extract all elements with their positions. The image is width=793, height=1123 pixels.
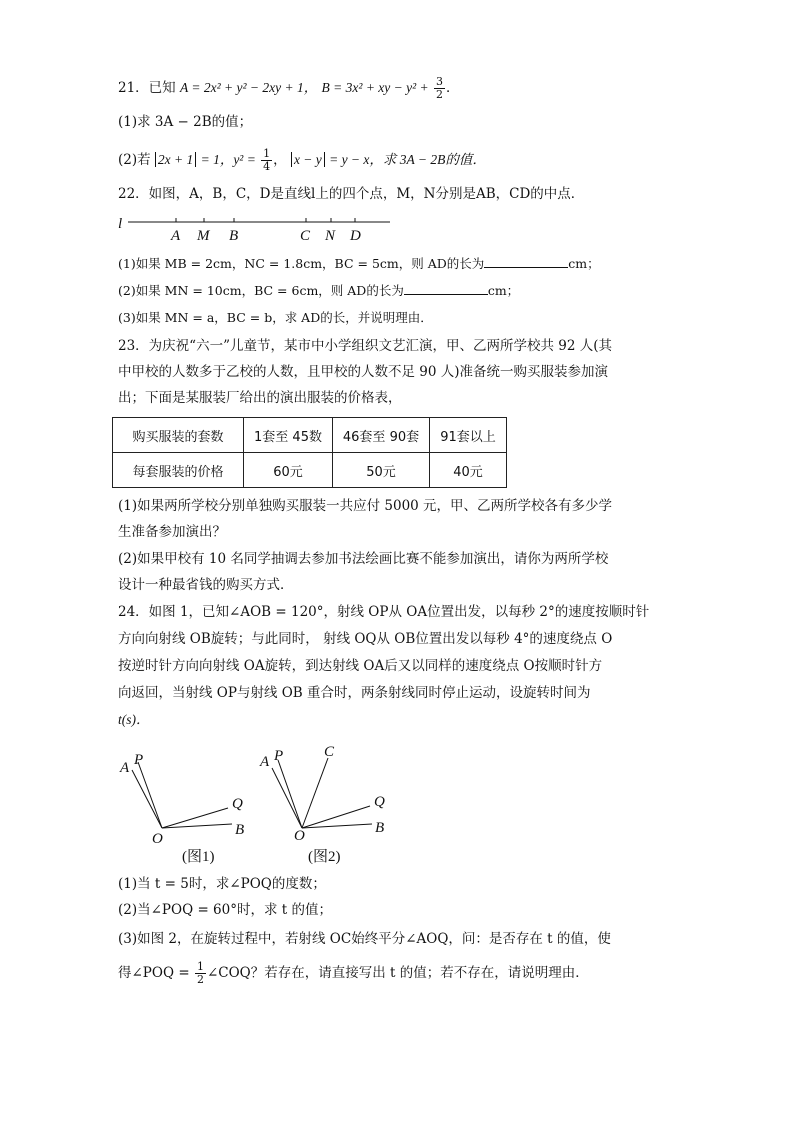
q24-figure1	[118, 740, 268, 868]
q23-part2-line2: 设计一种最省钱的购买方式．	[118, 577, 294, 593]
q21-abs1: 2x + 1	[155, 152, 196, 167]
q24-fraction: $\frac{1}{2}$	[196, 960, 204, 986]
q22-part1: (1)如果 MB = 2cm，NC = 1.8cm，BC = 5cm，则 AD的长为 cm；	[118, 256, 600, 271]
q24-line4: 向返回，当射线 OP与射线 OB 重合时，两条射线同时停止运动，设旋转时间为	[118, 685, 591, 701]
q21-line1: 21．已知 A = 2x² + y² − 2xy + 1， B = 3x² + xy − y² + $\frac{3}{2}$ ．	[118, 75, 460, 101]
fig2-label-O: O	[294, 828, 305, 844]
q22-point-M: M	[197, 228, 210, 244]
q24-part1: (1)当 t = 5时，求∠POQ的度数；	[118, 876, 326, 892]
q22-point-D: D	[350, 228, 361, 244]
q23-part2-line1: (2)如果甲校有 10 名同学抽调去参加书法绘画比赛不能参加演出，请你为两所学校	[118, 551, 609, 567]
table-cell: 每套服装的价格	[113, 453, 244, 488]
fig2-label-Q: Q	[374, 794, 385, 810]
q22-p1-blank	[484, 255, 568, 268]
q22-part3: (3)如果 MN = a，BC = b，求 AD的长，并说明理由．	[118, 310, 433, 325]
table-cell: 购买服装的套数	[113, 418, 244, 453]
table-cell: 60元	[244, 453, 333, 488]
table-cell: 46套至 90套	[333, 418, 430, 453]
q21-title: 21．已知	[118, 80, 176, 96]
q24-part3-line2: 得∠POQ = $\frac{1}{2}$ ∠COQ？若存在，请直接写出 t 的值；若不存在，请说明理由．	[118, 960, 589, 986]
q23-part1-line1: (1)如果两所学校分别单独购买服装一共应付 5000 元，甲、乙两所学校各有多少学	[118, 498, 613, 514]
q21-fraction: $\frac{3}{2}$	[435, 75, 443, 101]
fig2-label-P: P	[274, 748, 284, 764]
q22-point-A: A	[171, 228, 181, 244]
table-row	[113, 453, 507, 488]
fig2-label-C: C	[324, 744, 335, 760]
table-row	[113, 418, 507, 453]
table-cell: 91套以上	[430, 418, 507, 453]
q21-p2-fraction: $\frac{1}{4}$	[263, 147, 271, 173]
q24-line1: 24．如图 1，已知∠AOB = 120°，射线 OP从 OA位置出发，以每秒 2°的速度按顺时针	[118, 604, 650, 620]
price-table	[112, 417, 507, 488]
q23-line1: 23．为庆祝“六一”儿童节，某市中小学组织文艺汇演，甲、乙两所学校共 92 人(其	[118, 338, 613, 354]
q22-p2-blank	[404, 282, 488, 295]
q23-line2: 中甲校的人数多于乙校的人数，且甲校的人数不足 90 人)准备统一购买服装参加演	[118, 364, 609, 380]
q21-part1: (1)求 3A − 2B的值；	[118, 114, 253, 130]
q21-A-expr: A = 2x² + y² − 2xy + 1，	[179, 80, 318, 95]
fig1-label-A: A	[120, 760, 130, 776]
fig1-label-O: O	[152, 831, 163, 847]
fig1-caption: (图1)	[182, 849, 215, 865]
q22-title: 22．如图，A，B，C，D是直线l上的四个点，M，N分别是AB，CD的中点．	[118, 186, 585, 202]
q22-line-figure	[118, 208, 398, 244]
q24-line2: 方向向射线 OB旋转；与此同时， 射线 OQ从 OB位置出发以每秒 4°的速度绕点 O	[118, 631, 613, 647]
fig1-label-B: B	[235, 822, 245, 838]
q22-point-C: C	[300, 228, 311, 244]
q22-point-N: N	[325, 228, 336, 244]
fig2-label-B: B	[375, 820, 385, 836]
q24-line5: t(s)．	[118, 712, 150, 727]
fig1-label-P: P	[134, 752, 144, 768]
table-cell: 40元	[430, 453, 507, 488]
q24-figure2	[258, 740, 408, 868]
q21-part2: (2)若 2x + 1 = 1，y² = $\frac{1}{4}$ ， x − y = y − x，求 3A − 2B的值．	[118, 147, 486, 173]
table-cell: 1套至 45数	[244, 418, 333, 453]
q21-abs2: x − y	[291, 152, 325, 167]
fig2-label-A: A	[260, 754, 270, 770]
q24-part2: (2)当∠POQ = 60°时，求 t 的值；	[118, 902, 332, 918]
q22-line-label: l	[118, 216, 123, 232]
q22-part2: (2)如果 MN = 10cm，BC = 6cm，则 AD的长为 cm；	[118, 283, 520, 298]
q23-line3: 出；下面是某服装厂给出的演出服装的价格表，	[118, 390, 402, 406]
q22-point-B: B	[229, 228, 239, 244]
fig1-label-Q: Q	[232, 796, 243, 812]
q23-part1-line2: 生准备参加演出？	[118, 524, 226, 540]
q21-B-expr: B = 3x² + xy − y² +	[321, 80, 429, 95]
fig2-caption: (图2)	[308, 849, 341, 865]
q24-line3: 按逆时针方向向射线 OA旋转，到达射线 OA后又以同样的速度绕点 O按顺时针方	[118, 658, 603, 674]
table-cell: 50元	[333, 453, 430, 488]
q24-part3-line1: (3)如图 2，在旋转过程中，若射线 OC始终平分∠AOQ，问：是否存在 t 的值，使	[118, 931, 611, 947]
